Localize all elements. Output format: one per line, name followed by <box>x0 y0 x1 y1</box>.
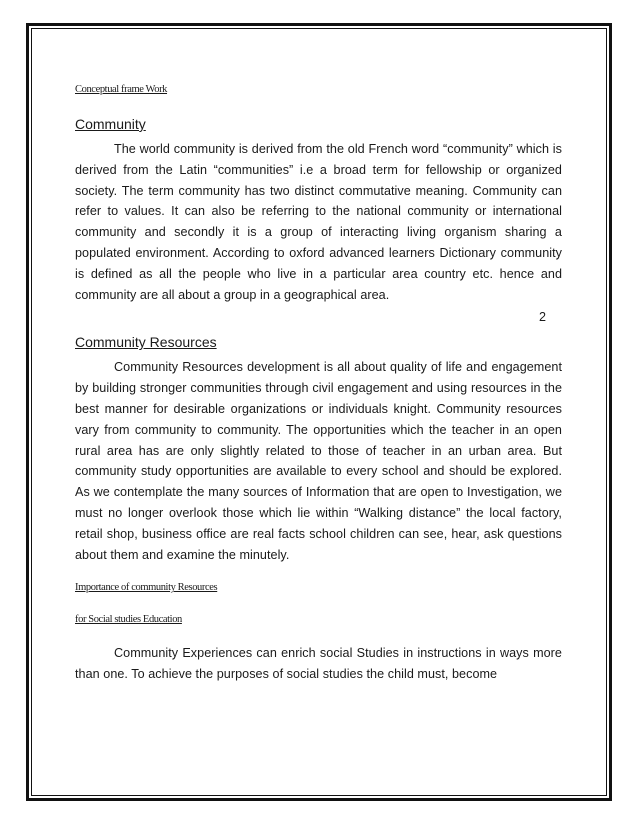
heading-community-resources: Community Resources <box>75 334 217 351</box>
heading-social-studies-education: for Social studies Education <box>75 614 182 626</box>
heading-community: Community <box>75 116 146 132</box>
page-number: 2 <box>538 310 546 325</box>
heading-conceptual-framework: Conceptual frame Work <box>75 84 168 95</box>
heading-importance-of-community-resources: Importance of community Resources <box>75 582 218 594</box>
paragraph-community-resources: Community Resources development is all about quality of life and engagement by building stronger communities through civil engagement and using resources in the best manner for desirable organizations or individuals knight. Community resources vary from community to community. The opportunities which the teacher in an open rural area has are only slightly related to those of teacher in an urban area. But community study opportunities are available to every school and should be explored. As we contemplate the many sources of Information that are open to Investigation, we must no longer overlook those which lie within “Walking distance” the local factory, retail shop, business office are real facts school children can see, hear, ask questions about them and examine the minutely. <box>75 360 562 562</box>
paragraph-community-experiences: Community Experiences can enrich social Studies in instructions in ways more than one. To achieve the purposes of social studies the child must, become <box>75 646 562 682</box>
paragraph-community: The world community is derived from the old French word “community” which is derived from the Latin “communities” i.e a broad term for fellowship or organized society. The term community has two distinct commutative meaning. Community can refer to values. It can also be referring to the national community or international community and secondly it is a group of interacting living organism sharing a populated environment. According to oxford advanced learners Dictionary community is defined as all the people who live in a particular area country etc. hence and community are all about a group in a geographical area. <box>75 142 562 302</box>
document-body <box>75 83 562 685</box>
